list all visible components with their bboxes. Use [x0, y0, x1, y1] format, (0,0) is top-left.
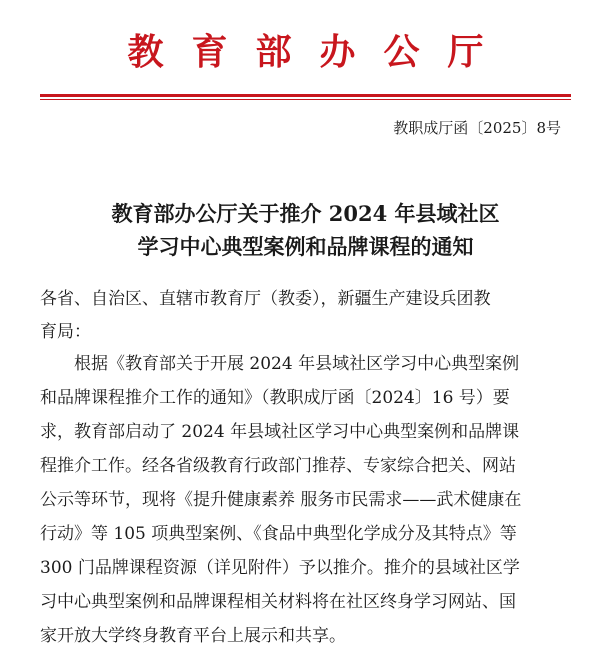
document-title [0, 197, 611, 263]
document-number: 教职成厅函〔2025〕8号 [393, 119, 561, 137]
body-line: 程推介工作。经各省级教育行政部门推荐、专家综合把关、网站 [40, 456, 516, 476]
body-line: 家开放大学终身教育平台上展示和共享。 [40, 626, 346, 646]
addressee-line: 各省、自治区、直辖市教育厅（教委），新疆生产建设兵团教 [40, 289, 491, 309]
body-line: 习中心典型案例和品牌课程相关材料将在社区终身学习网站、国 [40, 592, 516, 612]
issuing-org-title: 教育部办公厅 [127, 31, 512, 73]
red-header-rule [40, 94, 571, 97]
addressee-line: 育局： [40, 322, 91, 342]
addressee [40, 283, 570, 349]
body-line: 300 门品牌课程资源（详见附件）予以推介。推介的县域社区学 [40, 558, 520, 578]
body-paragraph [40, 347, 570, 653]
document-title-line: 学习中心典型案例和品牌课程的通知 [137, 234, 474, 259]
body-line: 公示等环节，现将《提升健康素养 服务市民需求——武术健康在 [40, 490, 522, 510]
document-title-line: 教育部办公厅关于推介 2024 年县域社区 [111, 201, 500, 226]
body-line: 行动》等 105 项典型案例、《食品中典型化学成分及其特点》等 [40, 524, 517, 544]
body-line: 求，教育部启动了 2024 年县域社区学习中心典型案例和品牌课 [40, 422, 520, 442]
body-line: 和品牌课程推介工作的通知》（教职成厅函〔2024〕16 号）要 [40, 388, 510, 408]
body-line: 根据《教育部关于开展 2024 年县域社区学习中心典型案例 [74, 354, 520, 374]
red-header-rule-thin [40, 99, 571, 100]
